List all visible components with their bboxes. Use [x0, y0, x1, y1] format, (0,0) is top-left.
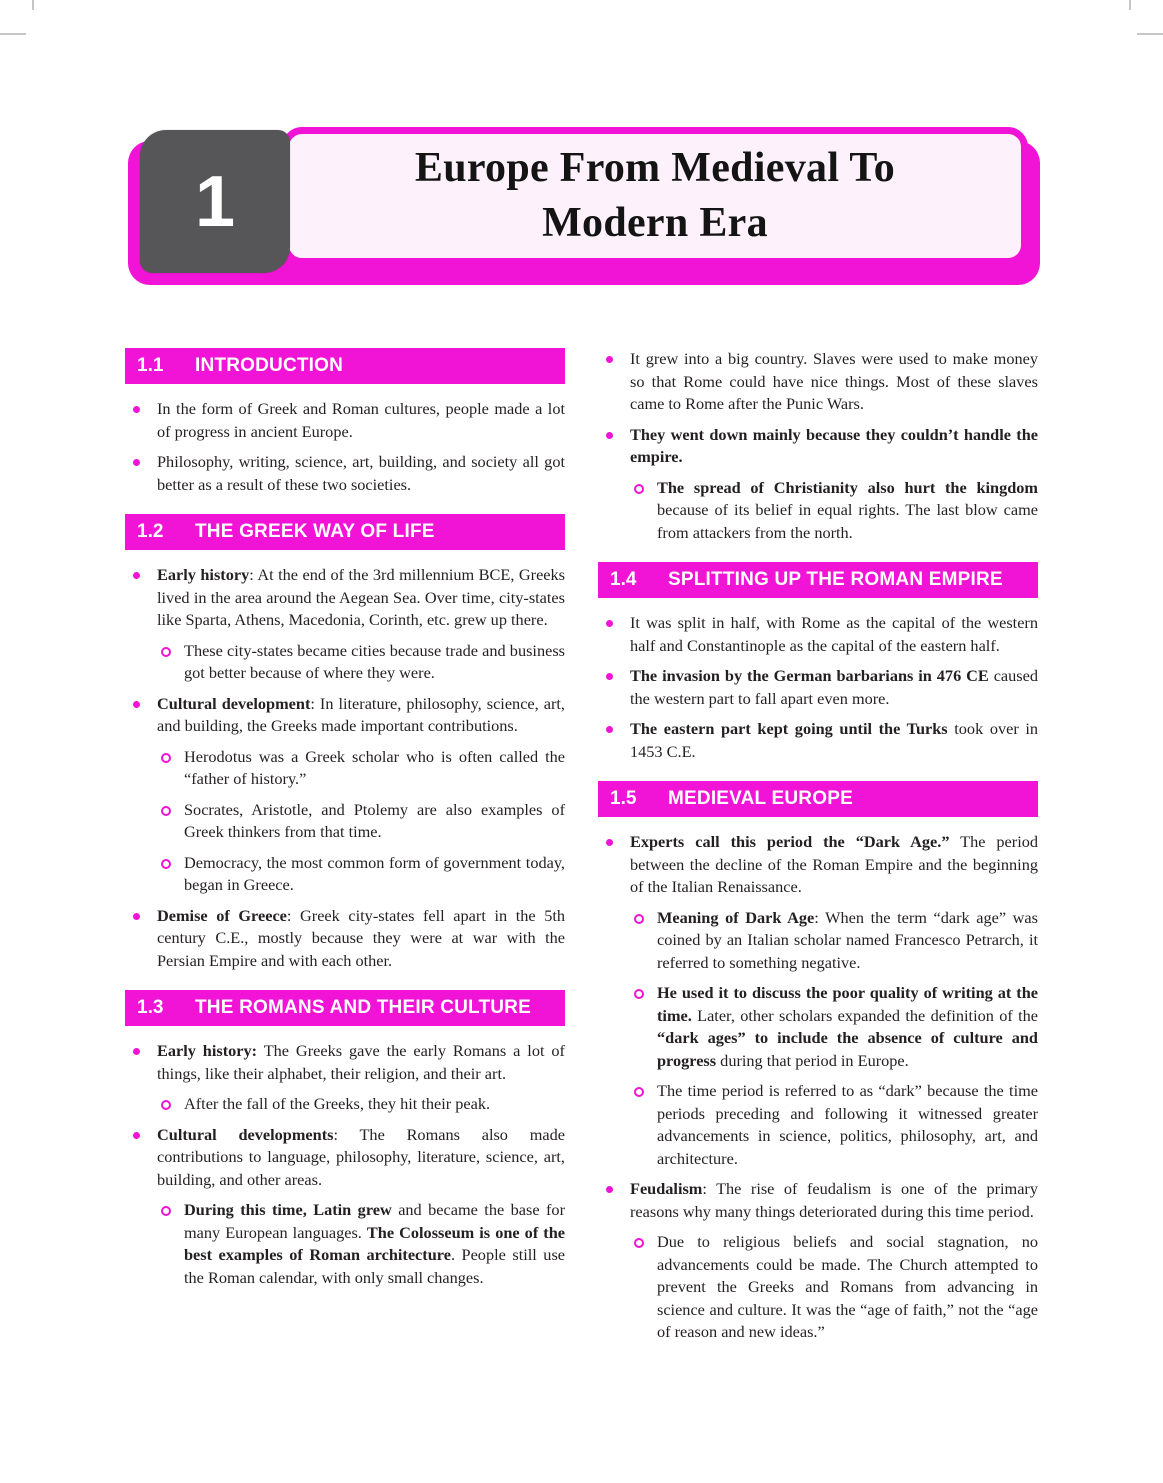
list-item: [598, 665, 1038, 710]
sub-bullet-icon: [634, 1238, 644, 1248]
text-segment: “dark ages” to include the absence of culture and progress: [657, 1028, 1038, 1070]
list-item-text: [184, 1093, 490, 1116]
bullet-dot-icon: [606, 356, 613, 363]
list-item-text: [630, 348, 1038, 416]
bullet-dot-icon: [133, 913, 140, 920]
sub-list-item: [125, 640, 565, 685]
sub-bullet-icon: [161, 859, 171, 869]
section-number: 1.3: [137, 997, 164, 1018]
text-segment: It was split in half, with Rome as the capital of the western half and Constantinople as the capital of the eastern half.: [630, 613, 1038, 655]
list-item-text: [630, 718, 1038, 763]
list-item-text: [184, 640, 565, 685]
bullet-dot-icon: [133, 406, 140, 413]
sub-list-item: [125, 1199, 565, 1289]
bullet-dot-icon: [606, 673, 613, 680]
text-segment: Meaning of Dark Age: [657, 907, 815, 927]
page-corner-mark: [1129, 0, 1131, 10]
page-corner-mark: [32, 0, 34, 10]
text-segment: Democracy, the most common form of government today, began in Greece.: [184, 852, 565, 894]
list-item: [125, 693, 565, 738]
section-title: MEDIEVAL EUROPE: [668, 788, 853, 809]
text-segment: Later, other scholars expanded the definition of the: [691, 1005, 1038, 1025]
sub-bullet-icon: [161, 1100, 171, 1110]
text-segment: The time period is referred to as “dark” because the time periods preceding and following it witnessed greater advancements in science, politics, philosophy, art, and architecture.: [657, 1081, 1038, 1168]
section-number: 1.2: [137, 521, 164, 542]
list-item-text: [657, 907, 1038, 975]
section-header-1-2: [125, 514, 565, 550]
chapter-number: 1: [194, 161, 236, 242]
list-item-text: [157, 1040, 565, 1085]
sub-list-item: [125, 1093, 565, 1116]
text-segment: It grew into a big country. Slaves were used to make money so that Rome could have nice things. Most of these slaves came to Rome after the Punic Wars.: [630, 349, 1038, 413]
list-item: [598, 831, 1038, 899]
text-segment: : The Romans also made contributions to language, philosophy, literature, science, art, building, and other areas.: [157, 1124, 565, 1189]
list-item-text: [157, 564, 565, 632]
section-number: 1.1: [137, 355, 164, 376]
bullet-dot-icon: [606, 1186, 613, 1193]
bullet-dot-icon: [133, 1132, 140, 1139]
text-segment: during that period in Europe.: [716, 1050, 909, 1070]
list-item-text: [657, 477, 1038, 545]
section-title: THE ROMANS AND THEIR CULTURE: [195, 997, 531, 1018]
text-segment: The eastern part kept going until the Turks: [630, 719, 948, 738]
text-segment: Cultural development: [157, 693, 311, 713]
text-segment: : The rise of feudalism is one of the primary reasons why many things deteriorated during this time period.: [630, 1179, 1038, 1221]
section-header-1-3: [125, 990, 565, 1026]
text-segment: After the fall of the Greeks, they hit their peak.: [184, 1094, 491, 1113]
text-segment: The invasion by the German barbarians in 476 CE: [630, 666, 989, 685]
text-segment: The period between the decline of the Roman Empire and the beginning of the Italian Renaissance.: [630, 832, 1038, 896]
list-item-text: [657, 982, 1038, 1072]
section-number: 1.4: [610, 569, 637, 590]
sub-bullet-icon: [634, 989, 644, 999]
page-corner-mark: [1137, 33, 1163, 35]
text-segment: The Greeks gave the early Romans a lot of things, like their alphabet, their religion, and their art.: [157, 1041, 565, 1083]
sub-bullet-icon: [161, 647, 171, 657]
sub-bullet-icon: [634, 1087, 644, 1097]
text-segment: and became the base for many European languages.: [184, 1200, 565, 1242]
bullet-dot-icon: [133, 572, 140, 579]
section-title: INTRODUCTION: [195, 355, 344, 376]
bullet-dot-icon: [133, 1048, 140, 1055]
sub-bullet-icon: [634, 484, 644, 494]
text-segment: Due to religious beliefs and social stagnation, no advancements could be made. The Church attempted to prevent the Greeks and Romans from advancing in science and culture. It was the “age of faith,” not the “age of reason and new ideas.”: [657, 1232, 1038, 1341]
bullet-dot-icon: [606, 620, 613, 627]
text-segment: Demise of Greece: [157, 905, 287, 925]
bullet-dot-icon: [133, 459, 140, 466]
section-header-1-4: [598, 562, 1038, 598]
sub-bullet-icon: [161, 753, 171, 763]
text-segment: He used it to discuss the poor quality of writing at the time.: [657, 983, 1038, 1025]
list-item-text: [184, 1199, 565, 1289]
list-item: [125, 1124, 565, 1192]
list-item: [598, 424, 1038, 469]
list-item-text: [630, 612, 1038, 657]
text-segment: In the form of Greek and Roman cultures, people made a lot of progress in ancient Europe.: [157, 399, 565, 441]
sub-list-item: [598, 477, 1038, 545]
sub-list-item: [598, 1080, 1038, 1170]
sub-list-item: [125, 799, 565, 844]
list-item-text: [657, 1231, 1038, 1344]
list-item-text: [157, 398, 565, 443]
list-item-text: [184, 852, 565, 897]
sub-bullet-icon: [161, 1206, 171, 1216]
text-segment: : In literature, philosophy, science, art, and building, the Greeks made important contributions.: [157, 693, 565, 735]
bullet-dot-icon: [606, 726, 613, 733]
bullet-dot-icon: [606, 839, 613, 846]
list-item: [125, 398, 565, 443]
list-item: [125, 1040, 565, 1085]
list-item-text: [184, 746, 565, 791]
text-segment: Cultural developments: [157, 1124, 334, 1144]
sub-bullet-icon: [634, 914, 644, 924]
bullet-dot-icon: [606, 432, 613, 439]
list-item: [125, 905, 565, 973]
text-segment: Experts call this period the “Dark Age.”: [630, 832, 950, 851]
text-segment: Herodotus was a Greek scholar who is often called the “father of history.”: [184, 746, 565, 788]
list-item: [598, 612, 1038, 657]
list-item-text: [630, 1178, 1038, 1223]
chapter-number-box: [140, 130, 290, 273]
sub-list-item: [598, 907, 1038, 975]
content-columns: [125, 348, 1038, 1352]
text-segment: Feudalism: [630, 1179, 703, 1198]
text-segment: Philosophy, writing, science, art, building, and society all got better as a result of these two societies.: [157, 452, 565, 494]
bullet-dot-icon: [133, 701, 140, 708]
text-segment: They went down mainly because they couldn’t handle the empire.: [630, 424, 1038, 466]
section-title: THE GREEK WAY OF LIFE: [195, 521, 435, 542]
list-item: [125, 451, 565, 496]
list-item-text: [157, 451, 565, 496]
page-corner-mark: [0, 33, 26, 35]
sub-list-item: [598, 982, 1038, 1072]
text-segment: : When the term “dark age” was coined by an Italian scholar named Francesco Petrarch, it referred to something negative.: [657, 907, 1038, 972]
section-title: SPLITTING UP THE ROMAN EMPIRE: [668, 569, 1003, 590]
text-segment: Early history:: [157, 1041, 258, 1060]
text-segment: . People still use the Roman calendar, with only small changes.: [184, 1245, 566, 1287]
section-header-1-5: [598, 781, 1038, 817]
sub-list-item: [125, 746, 565, 791]
chapter-title-box: [282, 127, 1028, 265]
list-item-text: [630, 831, 1038, 899]
sub-list-item: [598, 1231, 1038, 1344]
list-item-text: [157, 693, 565, 738]
right-column: [598, 348, 1038, 1352]
chapter-title: Europe From Medieval To Modern Era: [414, 145, 896, 246]
text-segment: : At the end of the 3rd millennium BCE, Greeks lived in the area around the Aegean Sea. Over time, city-states like Sparta, Athens, Macedonia, Corinth, etc. grew up there.: [157, 565, 565, 629]
chapter-header: [128, 127, 1040, 285]
sub-bullet-icon: [161, 806, 171, 816]
list-item-text: [157, 1124, 565, 1192]
list-item-text: [157, 905, 565, 973]
text-segment: Early history: [157, 565, 250, 584]
list-item-text: [630, 665, 1038, 710]
text-segment: During this time, Latin grew: [184, 1200, 392, 1219]
text-segment: The spread of Christianity also hurt the kingdom: [657, 477, 1038, 497]
list-item-text: [630, 424, 1038, 469]
text-segment: took over in 1453 C.E.: [630, 719, 1039, 761]
list-item: [598, 348, 1038, 416]
text-segment: : Greek city-states fell apart in the 5th century C.E., mostly because they were at war with the Persian Empire and with each other.: [157, 905, 566, 970]
text-segment: These city-states became cities because trade and business got better because of where they were.: [184, 640, 565, 682]
list-item: [598, 718, 1038, 763]
list-item: [125, 564, 565, 632]
list-item: [598, 1178, 1038, 1223]
list-item-text: [184, 799, 565, 844]
text-segment: because of its belief in equal rights. The last blow came from attackers from the north.: [657, 500, 1038, 542]
left-column: [125, 348, 565, 1352]
text-segment: Socrates, Aristotle, and Ptolemy are also examples of Greek thinkers from that time.: [184, 799, 565, 841]
text-segment: caused the western part to fall apart even more.: [630, 666, 1038, 708]
text-segment: The Colosseum is one of the best examples of Roman architecture: [184, 1222, 566, 1264]
section-number: 1.5: [610, 788, 637, 809]
section-header-1-1: [125, 348, 565, 384]
sub-list-item: [125, 852, 565, 897]
list-item-text: [657, 1080, 1038, 1170]
